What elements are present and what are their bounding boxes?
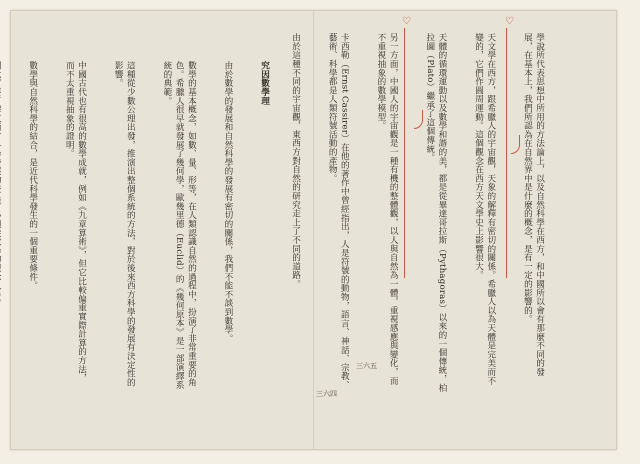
left-paragraph bbox=[0, 61, 2, 391]
red-underline bbox=[506, 28, 507, 278]
left-text-block bbox=[27, 61, 295, 391]
right-text-block bbox=[290, 33, 570, 393]
right-paragraph: 另一方面，中國人的宇宙觀是一種有機的整體觀，以人與自然為一體，重視感應與變化，而不重視抽象的數學模型。 bbox=[375, 33, 399, 385]
left-paragraph: 中國古代也有很高的數學成就，例如《九章算術》，但它比較偏重實際計算的方法，而不太重視抽象的證明。 bbox=[64, 61, 87, 383]
left-paragraph: 由於數學的發展和自然科學的發展有密切的關係，我們不能不談到數學。 bbox=[222, 61, 233, 343]
left-paragraph: 這種從少數公理出發，推演出整個系統的方法，對於後來西方科學的發展有決定性的影響。 bbox=[113, 61, 136, 387]
page-number-right: 三六五 bbox=[356, 362, 377, 370]
right-paragraph: 天文學在西方，跟希臘人的宇宙觀，天象的解釋有密切的關係。希臘人以為天體是完美而不變的，它們作圓周運動。這個觀念在西方天文學史上影響很大。 bbox=[473, 33, 496, 385]
red-underline bbox=[404, 28, 405, 278]
right-paragraph: 學說所代表思想中所用的方法論上，以及自然科學在西方，和中國所以會有那麼不同的發展，在基本上，我們所認為在自然界中是什麼的概念，是有一定的影響的。 bbox=[522, 33, 545, 377]
red-annotation-mark: ♡ bbox=[505, 16, 514, 27]
right-paragraph: 卡西勒（Ernst Cassirer）在他的著作中曾經指出，人是符號的動物，語言、神話、宗教、藝術、科學都是人類符號活動的產物。 bbox=[327, 33, 350, 390]
document-sheet bbox=[10, 10, 617, 450]
right-paragraph: 由於這種不同的宇宙觀，東西方對自然的研究走上了不同的道路。 bbox=[290, 33, 301, 289]
left-paragraph: 數學的基本概念，如數、量、形等，在人類認識自然的過程中，扮演了非常重要的角色。希臘人很早就發展了幾何學，歐幾里德（Euclid）的《幾何原本》是一部演繹系統的典範。 bbox=[161, 61, 197, 390]
section-heading: 究因數學理 bbox=[259, 61, 270, 105]
page-number-left: 三六四 bbox=[316, 390, 337, 398]
left-paragraph: 數學與自然科學的結合，是近代科學發生的一個重要條件。 bbox=[27, 61, 38, 290]
right-paragraph: 天體的循環運動以及數學和諧的美，都是從畢達哥拉斯（Pythagoras）以來的一個傳統，柏拉圖（Plato）繼承了這個傳統。 bbox=[424, 33, 447, 393]
red-annotation-mark: ♡ bbox=[402, 16, 411, 27]
